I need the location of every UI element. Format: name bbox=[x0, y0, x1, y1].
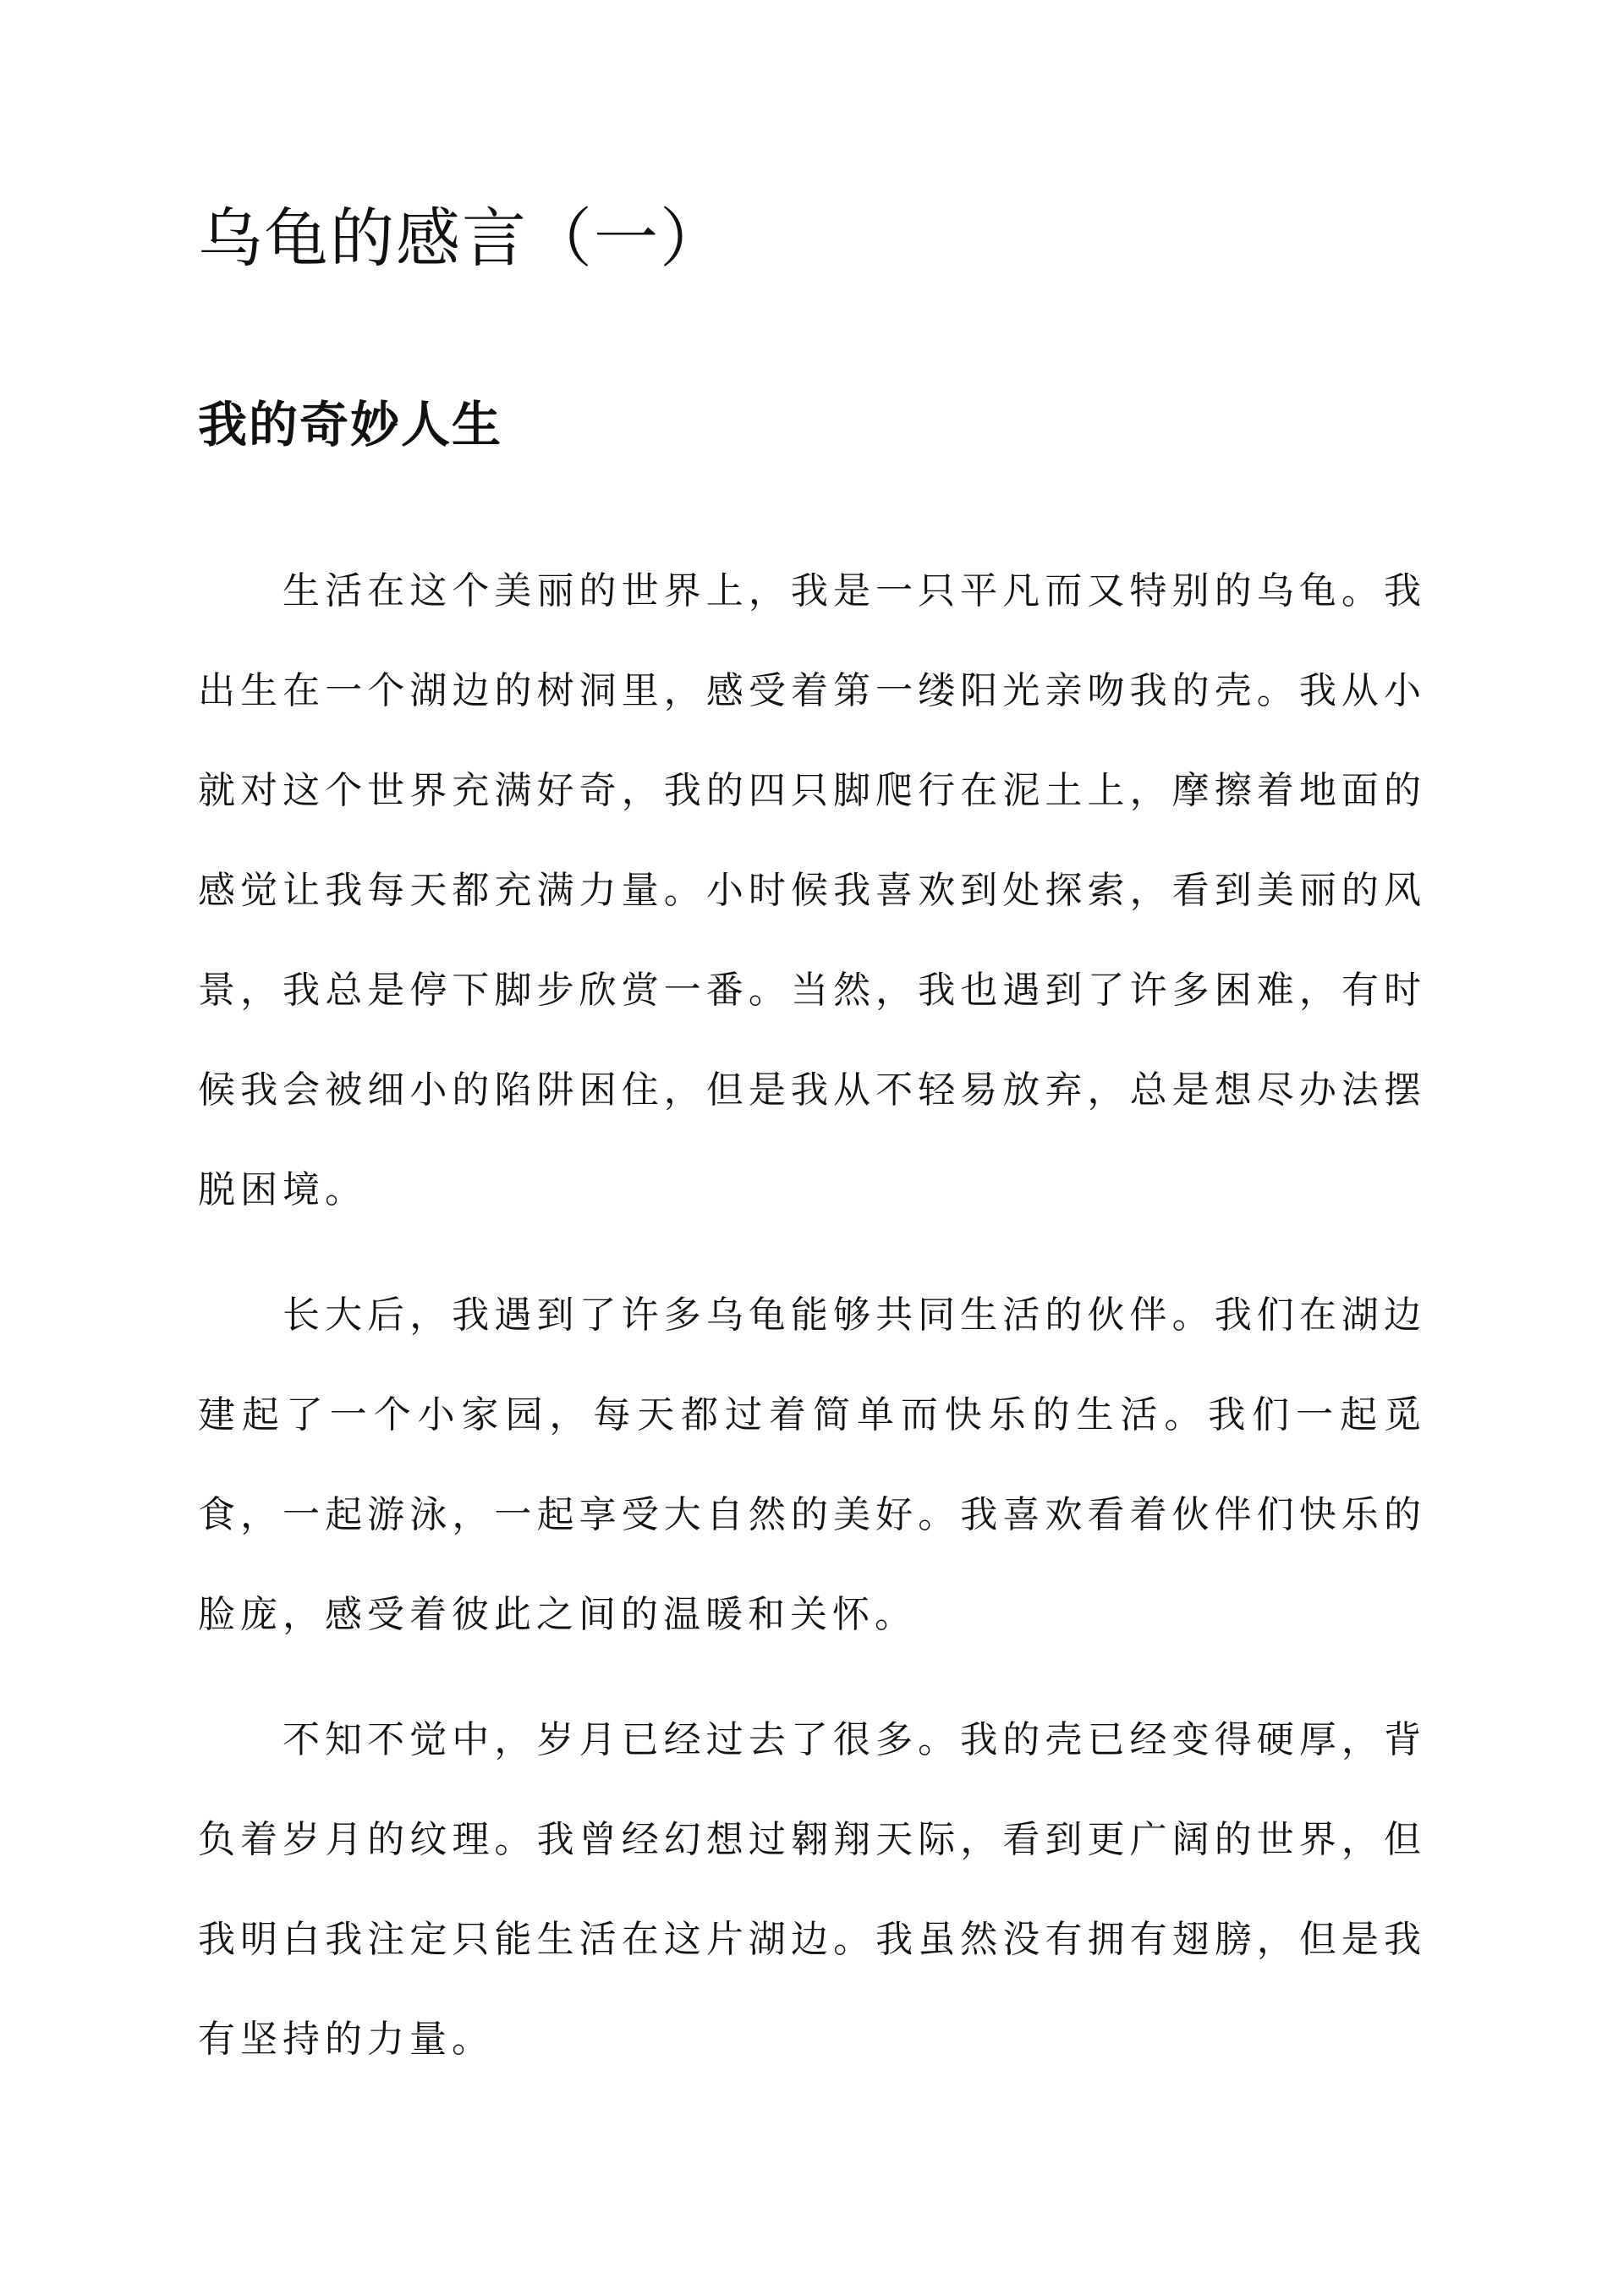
paragraph-2: 长大后，我遇到了许多乌龟能够共同生活的伙伴。我们在湖边建起了一个小家园，每天都过着简单而快乐的生活。我们一起觅食，一起游泳，一起享受大自然的美好。我喜欢看着伙伴们快乐的脸庞，感受着彼此之间的温暖和关怀。 bbox=[198, 1294, 1426, 1636]
document-title: 乌龟的感言（一） bbox=[198, 200, 726, 276]
body-text bbox=[198, 541, 1426, 2115]
paragraph-3: 不知不觉中，岁月已经过去了很多。我的壳已经变得硬厚，背负着岁月的纹理。我曾经幻想过翱翔天际，看到更广阔的世界，但我明白我注定只能生活在这片湖边。我虽然没有拥有翅膀，但是我有坚持的力量。 bbox=[198, 1718, 1426, 2061]
section-heading: 我的奇妙人生 bbox=[198, 396, 503, 453]
paragraph-1: 生活在这个美丽的世界上，我是一只平凡而又特别的乌龟。我出生在一个湖边的树洞里，感受着第一缕阳光亲吻我的壳。我从小就对这个世界充满好奇，我的四只脚爬行在泥土上，摩擦着地面的感觉让我每天都充满力量。小时候我喜欢到处探索，看到美丽的风景，我总是停下脚步欣赏一番。当然，我也遇到了许多困难，有时候我会被细小的陷阱困住，但是我从不轻易放弃，总是想尽办法摆脱困境。 bbox=[198, 569, 1426, 1211]
